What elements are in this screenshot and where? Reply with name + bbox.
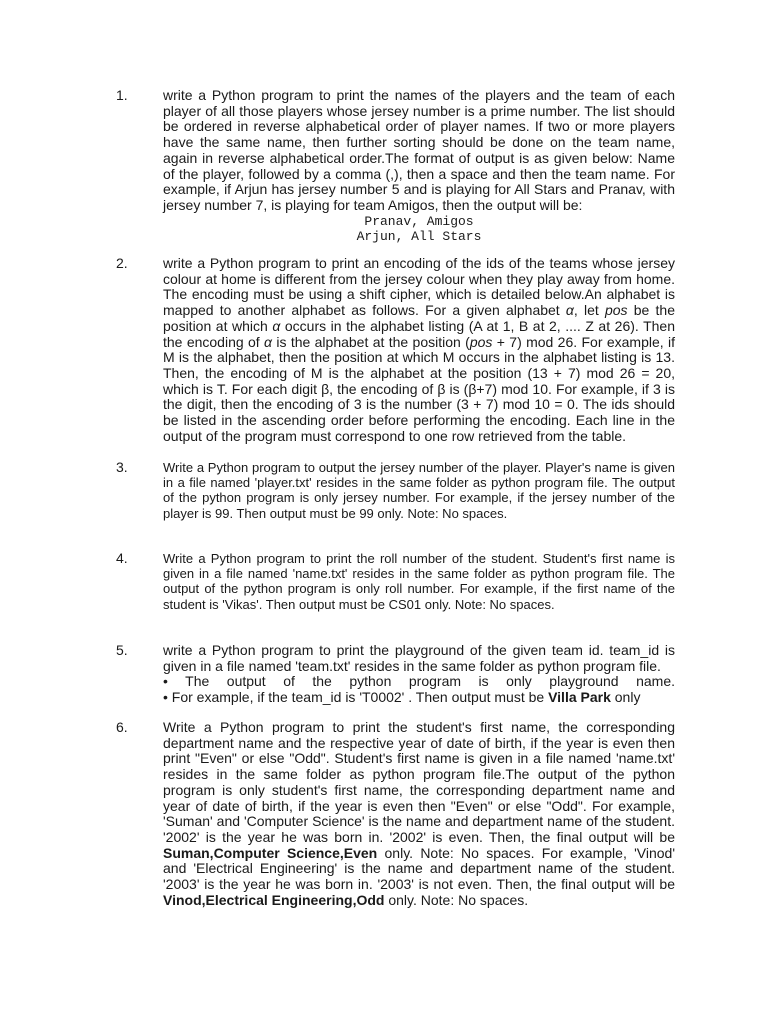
question-body: write a Python program to print the names of the players and the team of each player of all those players whose jersey number is a prime number. The list should be ordered in reverse alphabetical order of player names. If two or more players have the same name, then further sorting should be done on the team name, again in reverse alphabetical order.The format of output is as given below: Name of the player, followed by a comma (,), then a space and then the team name. For example, if Arjun has jersey number 5 and is playing for All Stars and Pranav, with jersey number 7, is playing for team Amigos, then the output will be: xyxy=(163,87,675,213)
bullet-item: • The output of the python program is only playground name. xyxy=(163,673,675,690)
alpha-symbol: α xyxy=(264,333,273,350)
text-segment: write a Python program to print an encoding of the ids of the teams whose jersey colour at home is different from the jersey colour when they play away from home. The encoding must be using a shift cipher, which is detailed below.An alphabet is mapped to another alphabet as follows. For a given alphabet xyxy=(163,255,675,319)
question-number: 4. xyxy=(116,550,128,566)
question-text xyxy=(163,256,675,444)
text-segment: only xyxy=(610,689,641,706)
text-segment: • For example, if the team_id is 'T0002' . Then output must be xyxy=(163,689,549,706)
bold-answer: Suman,Computer Science,Even xyxy=(163,844,378,861)
text-segment: only. Note: No spaces. For example, 'Vinod' and 'Electrical Engineering' is the name and department name of the student. '2003' is the year he was born in. '2003' is not even. Then, the final output will be xyxy=(163,844,676,893)
question-number: 6. xyxy=(116,719,128,735)
bold-answer: Villa Park xyxy=(548,689,611,706)
text-segment: Write a Python program to print the student's first name, the corresponding department name and the respective year of date of birth, if the year is even then print "Even" or else "Odd". Student's first name is given in a file named 'name.txt' resides in the same folder as python program file.The output of the python program is only student's first name, the corresponding department name and year of date of birth, if the year is even then "Even" or else "Odd". For example, 'Suman' and 'Computer Science' is the name and department name of the student. '2002' is the year he was born in. '2002' is even. Then, the final output will be xyxy=(163,719,675,845)
alpha-symbol: α xyxy=(565,302,574,319)
text-segment: only. Note: No spaces. xyxy=(384,891,529,908)
question-number: 5. xyxy=(116,642,128,658)
question-text xyxy=(163,88,675,244)
question-text: Write a Python program to print the roll number of the student. Student's first name is given in a file named 'name.txt' resides in the same folder as python program file. The output of the python program is only roll number. For example, if the first name of the student is 'Vikas'. Then output must be CS01 only. Note: No spaces. xyxy=(163,551,675,612)
text-segment: + 7) mod 26. For example, if M is the alphabet, then the position at which M occurs in the alphabet listing is 13. Then, the encoding of M is the alphabet at the position (13 + 7) mod 26 = 20, which is T. For each digit β, the encoding of β is (β+7) mod 10. For example, if 3 is the digit, then the encoding of 3 is the number (3 + 7) mod 10 = 0. The ids should be listed in the ascending order before performing the encoding. Each line in the output of the program must correspond to one row retrieved from the table. xyxy=(163,333,675,444)
sample-output-line: Arjun, All Stars xyxy=(356,228,482,244)
text-segment: is the alphabet at the position ( xyxy=(272,333,470,350)
question-text: Write a Python program to output the jersey number of the player. Player's name is given in a file named 'player.txt' resides in the same folder as python program file. The output of the python program is only jersey number. For example, if the jersey number of the player is 99. Then output must be 99 only. Note: No spaces. xyxy=(163,460,675,521)
question-number: 3. xyxy=(116,459,128,475)
question-number: 2. xyxy=(116,255,128,271)
question-text xyxy=(163,643,675,706)
pos-variable: pos xyxy=(604,302,628,319)
bullet-item xyxy=(163,690,675,706)
alpha-symbol: α xyxy=(272,317,281,334)
pos-variable: pos xyxy=(469,333,493,350)
text-segment: be the position at which xyxy=(163,302,675,334)
question-number: 1. xyxy=(116,87,128,103)
question-text xyxy=(163,720,675,908)
sample-output-line: Pranav, Amigos xyxy=(364,213,474,229)
text-segment: , let xyxy=(573,302,605,319)
question-body: write a Python program to print the playground of the given team id. team_id is given in a file named 'team.txt' resides in the same folder as python program file. xyxy=(163,642,675,674)
text-segment: occurs in the alphabet listing (A at 1, B at 2, .... Z at 26). Then the encoding of xyxy=(163,317,675,350)
bold-answer: Vinod,Electrical Engineering,Odd xyxy=(163,891,385,908)
